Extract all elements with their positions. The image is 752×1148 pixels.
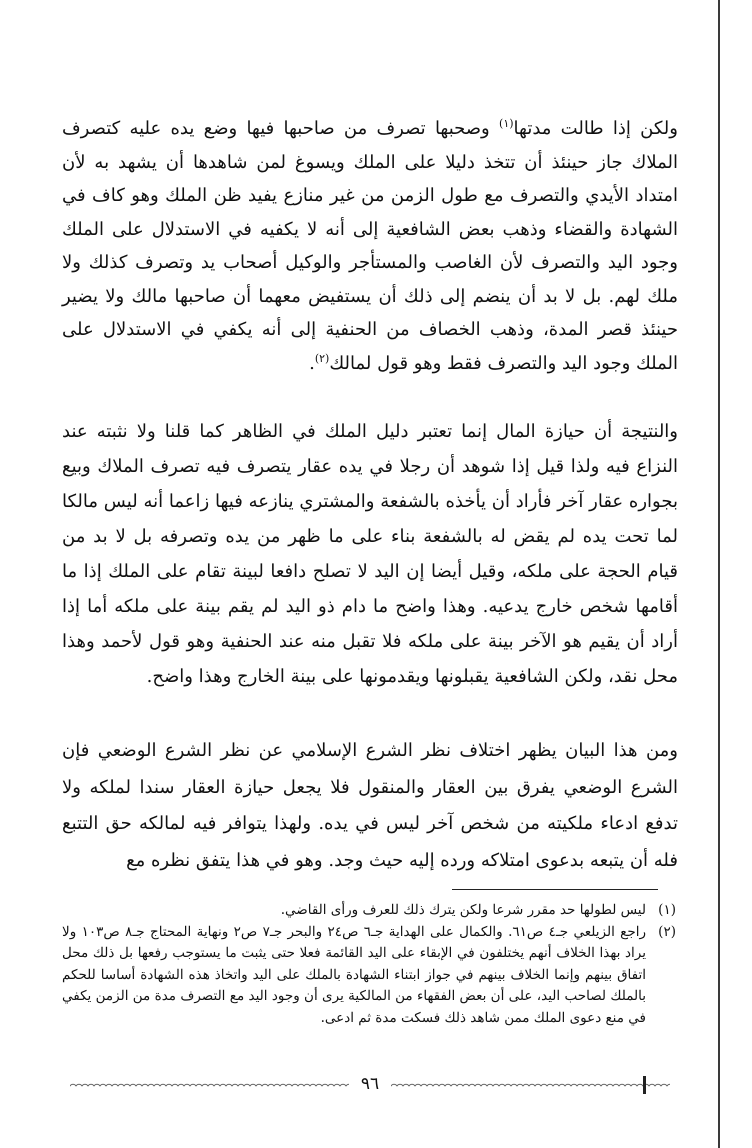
footnote-1 [62, 900, 676, 922]
paragraph-1: ولكن إذا طالت مدتها$^{(١)}$ وصحبها تصرف من صاحبها فيها وضع يده عليه كتصرف الملاك جاز حينئذ أن تتخذ دليلا على الملك ويسوغ لمن شاهدها أن يشهد به لأن امتداد الأيدي والتصرف مع طول الزمن من غير منازع يفيد ظن الملك وهو كاف في الشهادة والقضاء وذهب بعض الشافعية إلى أنه لا يكفيه في الاستدلال على الملك وجود اليد والتصرف لأن الغاصب والمستأجر والوكيل أصحاب يد وتصرف كذلك ولا ملك لهم. بل لا بد أن ينضم إلى ذلك أن يستفيض معهما أن صاحبها مالك ولا يضير حينئذ قصر المدة، وذهب الخصاف من الحنفية إلى أنه يكفي في الاستدلال على الملك وجود اليد والتصرف فقط وهو قول لمالك$^{(٢)}$. [62, 117, 678, 374]
ornament-right [391, 1080, 670, 1088]
page-footer [70, 1072, 670, 1096]
page-number: ٩٦ [360, 1074, 380, 1094]
footnote-2-text: راجع الزيلعي جـ٤ ص٦١. والكمال على الهداية جـ٦ ص٢٤ والبحر جـ٧ ص٢ ونهاية المحتاج جـ٨ ص١٠٣ ولا يراد بهذا الخلاف أنهم يختلفون في الإبقاء على اليد القائمة فعلا حتى يثبت ما يستوجب رفعها بل ذلك محل اتفاق بينهم وإنما الخلاف بينهم في جواز ابتناء الشهادة بالملك على اليد واتخاذ هذه الشهادة أساسا للحكم بالملك لصاحب اليد، على أن بعض الفقهاء من المالكية يرى أن وجود اليد مع التصرف مدة من الزمن يكفي في منع دعوى الملك ممن شاهد ذلك فسكت مدة ثم ادعى. [62, 923, 646, 1026]
footnote-2 [62, 922, 676, 1030]
footnote-2-number: (٢) [658, 923, 676, 940]
ornament-end-mark [643, 1076, 646, 1094]
paragraph-2: والنتيجة أن حيازة المال إنما تعتبر دليل الملك في الظاهر كما قلنا ولا نثبته عند النزاع فيه ولذا قيل إذا شوهد أن رجلا في يده عقار يتصرف فيه تصرف الملاك وبيع بجواره عقار آخر فأراد أن يأخذه بالشفعة والمشتري ينازعه فيها زاعما أنه ليس مالكا لما تحت يده لم يقض له بالشفعة بناء على ما ظهر من يده وتصرفه بل لا بد من قيام الحجة على ملكه، وقيل أيضا إن اليد لا تصلح دافعا لبينة تقام على الملك إذا ما أقامها شخص خارج يدعيه. وهذا واضح ما دام ذو اليد لم يقم بينة على ملكه أما إذا أراد أن يقيم هو الآخر بينة على ملكه فلا تقبل منه عند الحنفية وهو قول لأحمد وهذا محل نقد، ولكن الشافعية يقبلونها ويقدمونها على بينة الخارج وهذا واضح. [62, 421, 678, 687]
footnote-marker-2[interactable]: (٢) [314, 351, 330, 365]
footnote-marker-1[interactable]: (١) [499, 117, 514, 130]
footnotes [62, 900, 676, 1029]
paragraph-3: ومن هذا البيان يظهر اختلاف نظر الشرع الإسلامي عن نظر الشرع الوضعي فإن الشرع الوضعي يفرق بين العقار والمنقول فلا يجعل حيازة العقار سندا لملكه ولا تدفع ادعاء ملكيته من شخص آخر ليس في يده. ولهذا يتوافر فيه لمالكه حق التتبع فله أن يتبعه بدعوى امتلاكه ورده إليه حيث وجد. وهو في هذا يتفق نظره مع [62, 740, 678, 871]
paragraph-1-rest: وصحبها تصرف من صاحبها فيها وضع يده عليه كتصرف الملاك جاز حينئذ أن تتخذ دليلا على الملك ويسوغ لمن شاهدها أن يشهد به لأن امتداد الأيدي والتصرف مع طول الزمن من غير منازع يفيد ظن الملك وهو كاف في الشهادة والقضاء وذهب بعض الشافعية إلى أنه لا يكفيه في الاستدلال على الملك وجود اليد والتصرف لأن الغاصب والمستأجر والوكيل أصحاب يد وتصرف كذلك ولا ملك لهم. بل لا بد أن ينضم إلى ذلك أن يستفيض معهما أن صاحبها مالك ولا يضير حينئذ قصر المدة، وذهب الخصاف من الحنفية إلى أنه يكفي في الاستدلال على الملك وجود اليد والتصرف فقط وهو قول لمالك [62, 118, 678, 374]
ornament-left [70, 1080, 349, 1088]
footnote-1-number: (١) [658, 902, 676, 918]
page-edge [718, 0, 720, 1148]
paragraph-1-start: ولكن إذا طالت مدتها [513, 118, 678, 139]
footnote-1-text: ليس لطولها حد مقرر شرعا ولكن يترك ذلك للعرف ورأى القاضي. [280, 902, 646, 918]
footnote-separator [452, 889, 658, 890]
